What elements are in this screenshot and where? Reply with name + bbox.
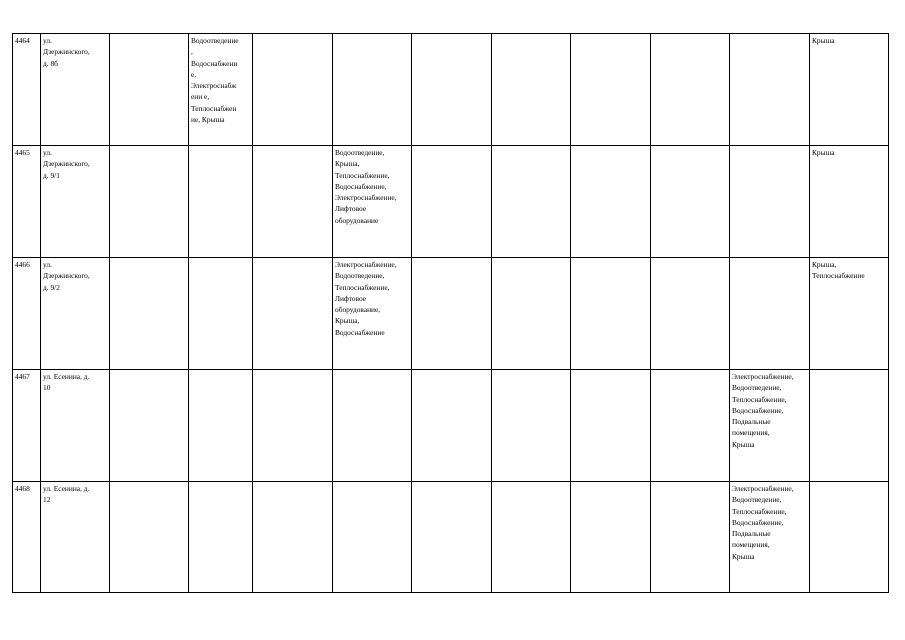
table-row [13, 258, 889, 370]
work-types-cell: Крыша [810, 34, 889, 146]
empty-cell [110, 482, 189, 593]
empty-cell [253, 258, 333, 370]
empty-cell [651, 34, 730, 146]
empty-cell [110, 258, 189, 370]
work-types-cell [730, 258, 810, 370]
work-types-cell: Водоотведение, Крыша, Теплоснабжение, Водоснабжение, Электроснабжение, Лифтовое оборудование [333, 146, 412, 258]
work-types-cell [730, 34, 810, 146]
empty-cell [412, 370, 492, 482]
empty-cell [571, 482, 651, 593]
row-number-cell: 4466 [13, 258, 41, 370]
row-number-cell: 4465 [13, 146, 41, 258]
empty-cell [412, 146, 492, 258]
work-types-cell: Крыша [810, 146, 889, 258]
empty-cell [651, 146, 730, 258]
repair-schedule-table [12, 33, 889, 593]
row-number-cell: 4468 [13, 482, 41, 593]
table-row [13, 34, 889, 146]
empty-cell [253, 34, 333, 146]
work-types-cell: Водоотведение , Водоснабжени е, Электроснабж ени е, Теплоснабжен ие, Крыша [189, 34, 253, 146]
empty-cell [651, 482, 730, 593]
address-cell: ул. Есенина, д. 10 [41, 370, 110, 482]
work-types-cell: Крыша, Теплоснабжение [810, 258, 889, 370]
empty-cell [651, 370, 730, 482]
work-types-cell [333, 34, 412, 146]
address-cell: ул. Дзержинского, д. 9/1 [41, 146, 110, 258]
work-types-cell [333, 370, 412, 482]
work-types-cell: Электроснабжение, Водоотведение, Теплоснабжение, Водоснабжение, Подвальные помещения, Крыша [730, 482, 810, 593]
empty-cell [412, 34, 492, 146]
work-types-cell [730, 146, 810, 258]
empty-cell [412, 482, 492, 593]
empty-cell [492, 146, 571, 258]
work-types-cell [810, 370, 889, 482]
work-types-cell: Электроснабжение, Водоотведение, Теплоснабжение, Лифтовое оборудование, Крыша, Водоснабжение [333, 258, 412, 370]
empty-cell [492, 370, 571, 482]
table-row [13, 146, 889, 258]
empty-cell [110, 146, 189, 258]
address-cell: ул. Дзержинского, д. 9/2 [41, 258, 110, 370]
empty-cell [110, 370, 189, 482]
work-types-cell [810, 482, 889, 593]
empty-cell [571, 370, 651, 482]
empty-cell [253, 146, 333, 258]
work-types-cell [189, 146, 253, 258]
empty-cell [253, 370, 333, 482]
empty-cell [571, 258, 651, 370]
row-number-cell: 4464 [13, 34, 41, 146]
empty-cell [492, 258, 571, 370]
work-types-cell [189, 258, 253, 370]
empty-cell [651, 258, 730, 370]
work-types-cell [189, 370, 253, 482]
address-cell: ул. Есенина, д. 12 [41, 482, 110, 593]
table-row [13, 370, 889, 482]
work-types-cell: Электроснабжение, Водоотведение, Теплоснабжение, Водоснабжение, Подвальные помещения, Крыша [730, 370, 810, 482]
empty-cell [253, 482, 333, 593]
row-number-cell: 4467 [13, 370, 41, 482]
work-types-cell [189, 482, 253, 593]
empty-cell [412, 258, 492, 370]
work-types-cell [333, 482, 412, 593]
table-row [13, 482, 889, 593]
empty-cell [571, 34, 651, 146]
empty-cell [110, 34, 189, 146]
empty-cell [492, 34, 571, 146]
address-cell: ул. Дзержинского, д. 8б [41, 34, 110, 146]
empty-cell [492, 482, 571, 593]
empty-cell [571, 146, 651, 258]
